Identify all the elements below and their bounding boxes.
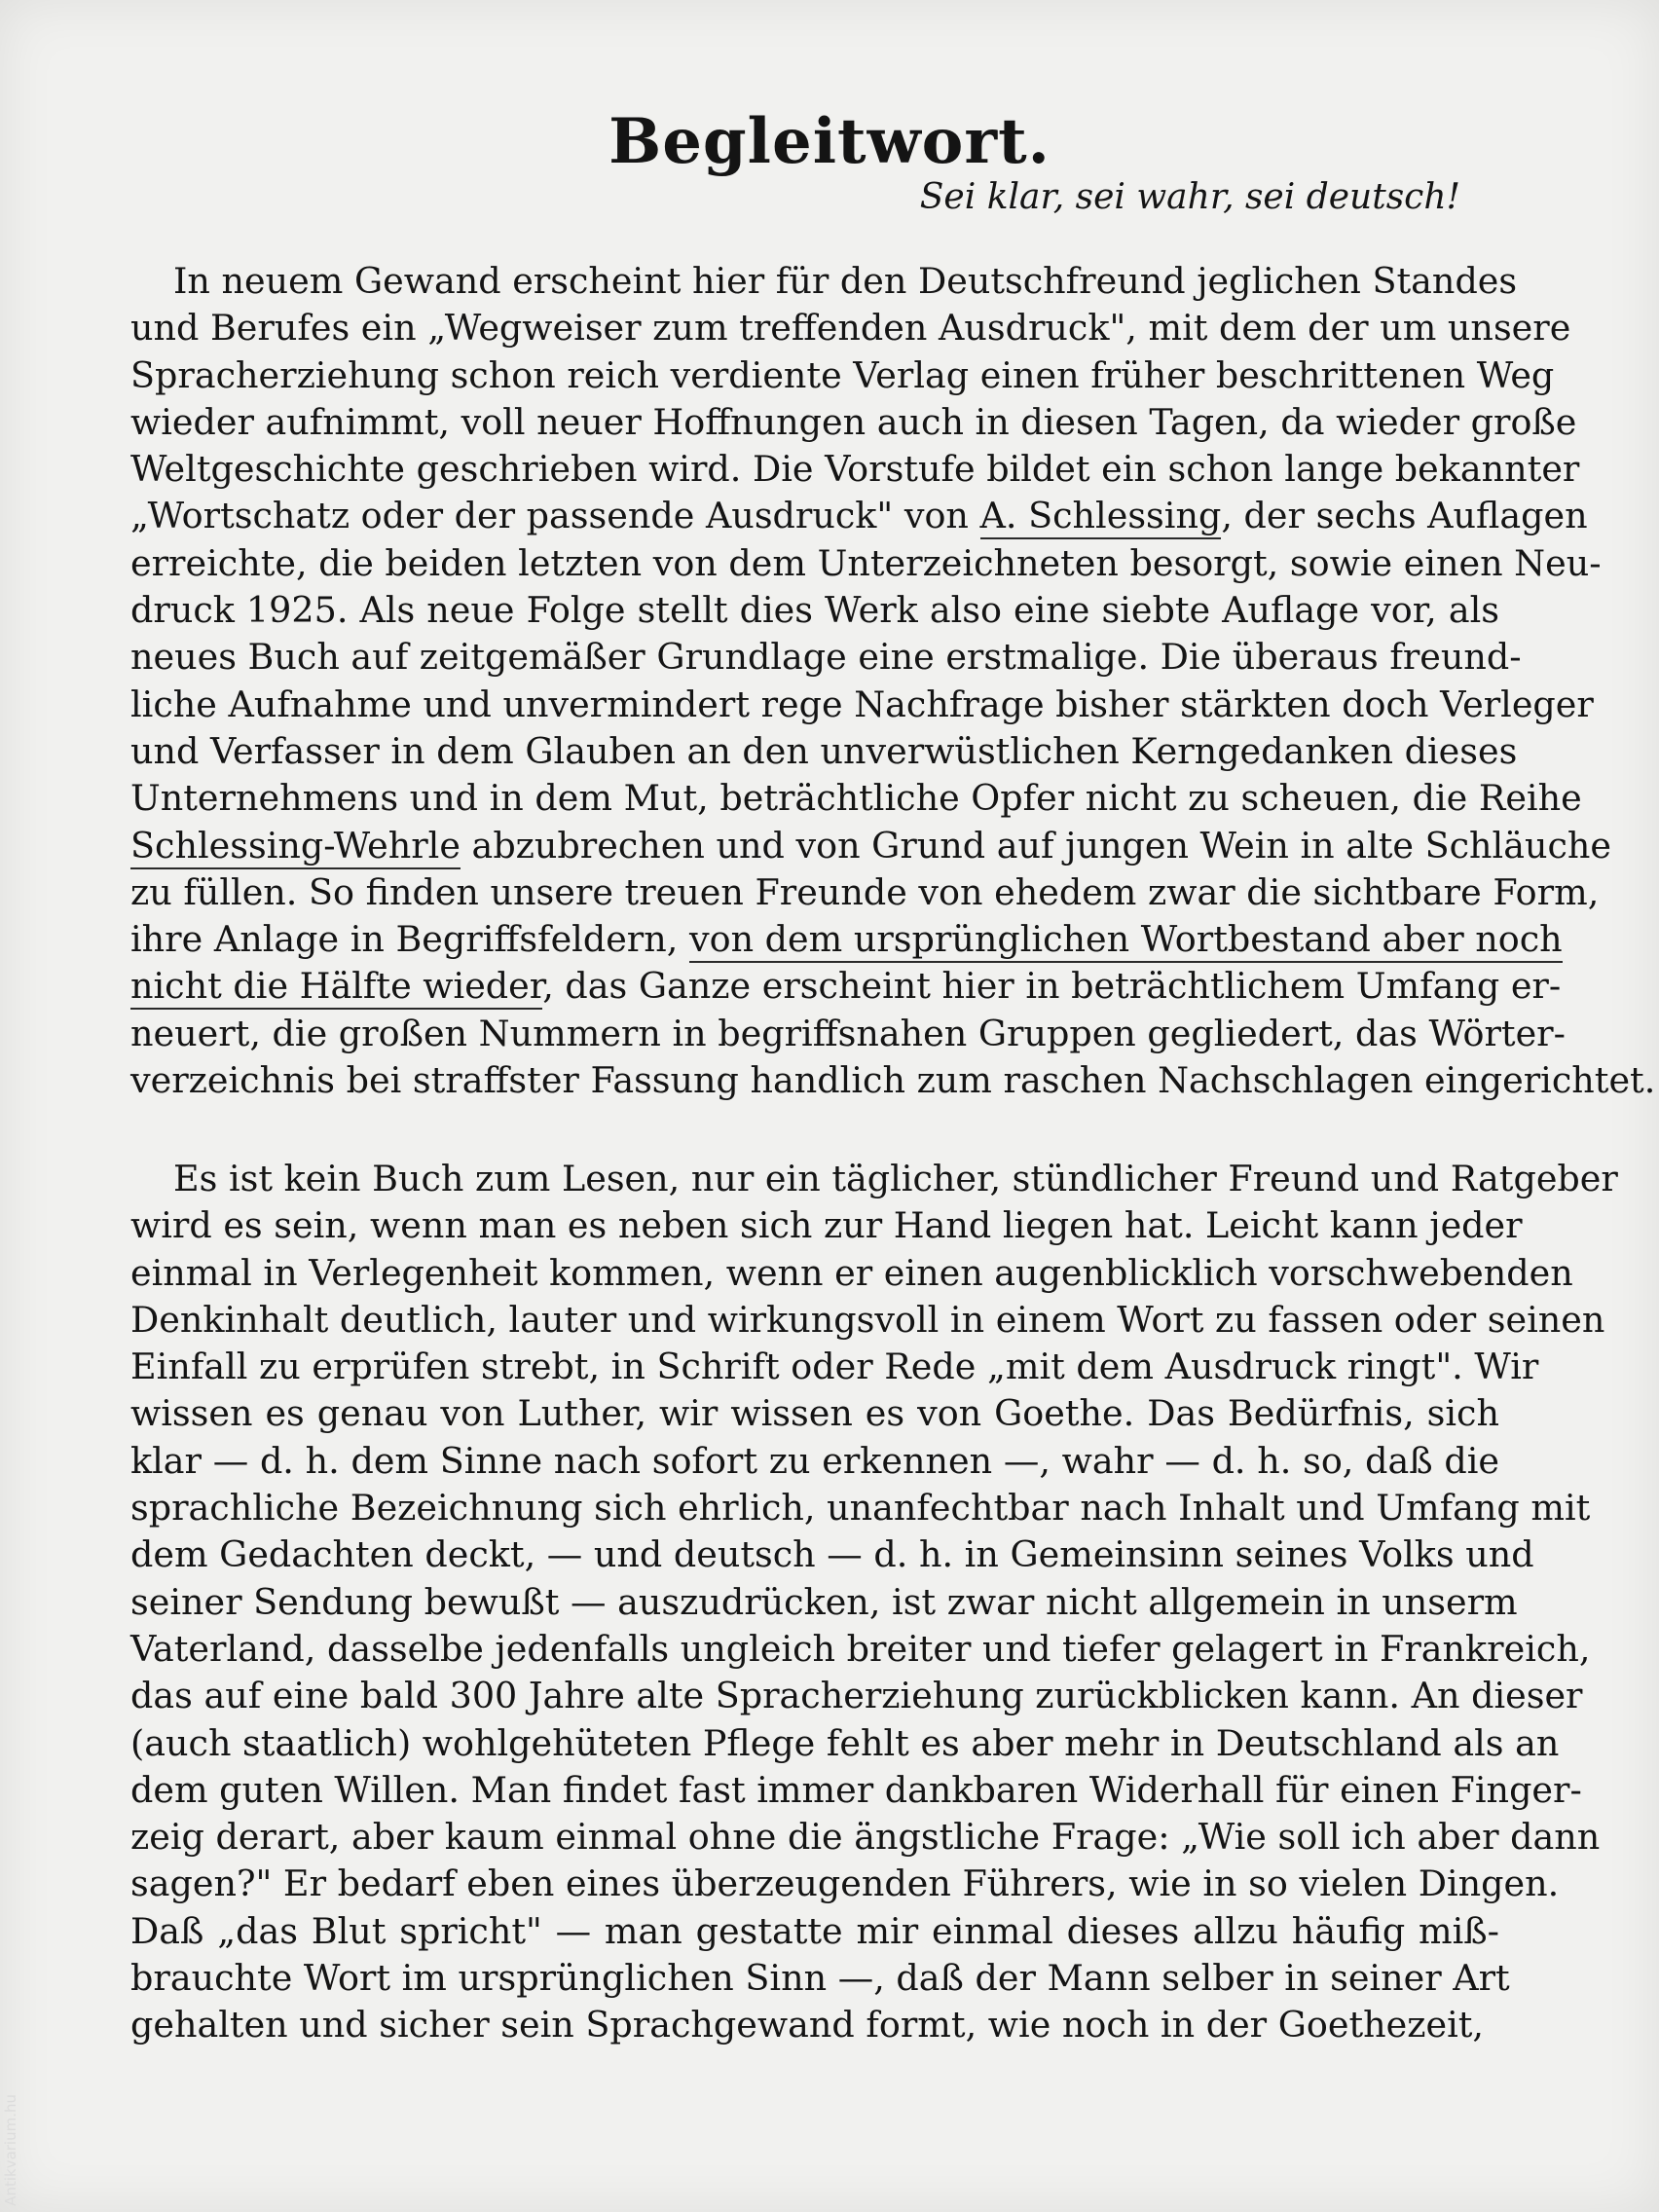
text-segment: , der sechs Auflagen	[1221, 495, 1588, 537]
text-line: das auf eine bald 300 Jahre alte Spracherziehung zurückblicken kann. An dieser	[130, 1675, 1583, 1717]
text-line: zeig derart, aber kaum einmal ohne die ängstliche Frage: „Wie soll ich aber dann	[130, 1816, 1601, 1859]
text-line	[130, 963, 1562, 1010]
text-segment: ihre Anlage in Begriffsfeldern,	[130, 918, 689, 961]
text-line	[130, 493, 1588, 539]
text-line	[130, 916, 1563, 963]
text-line: und Berufes ein „Wegweiser zum treffenden Ausdruck", mit dem der um unsere	[130, 307, 1571, 350]
text-line: liche Aufnahme und unvermindert rege Nachfrage bisher stärkten doch Verleger	[130, 682, 1594, 725]
paragraph-2	[130, 1156, 1618, 2049]
text-line: klar — d. h. dem Sinne nach sofort zu erkennen —, wahr — d. h. so, daß die	[130, 1439, 1499, 1482]
text-line: Weltgeschichte geschrieben wird. Die Vorstufe bildet ein schon lange bekannter	[130, 448, 1580, 491]
text-line: sagen?" Er bedarf eben eines überzeugenden Führers, wie in so vielen Dingen.	[130, 1862, 1560, 1905]
text-line: und Verfasser in dem Glauben an den unverwüstlichen Kerngedanken dieses	[130, 729, 1518, 772]
text-line: erreichte, die beiden letzten von dem Unterzeichneten besorgt, sowie einen Neu-	[130, 541, 1602, 584]
paragraph-1	[130, 258, 1656, 1104]
text-line: verzeichnis bei straffster Fassung handlich zum raschen Nachschlagen eingerichtet.	[130, 1059, 1656, 1102]
text-line: Unternehmens und in dem Mut, beträchtliche Opfer nicht zu scheuen, die Reihe	[130, 777, 1582, 820]
text-line: druck 1925. Als neue Folge stellt dies Werk also eine siebte Auflage vor, als	[130, 589, 1499, 632]
text-line: neuert, die großen Nummern in begriffsnahen Gruppen gegliedert, das Wörter-	[130, 1012, 1566, 1054]
text-line: wissen es genau von Luther, wir wissen es von Goethe. Das Bedürfnis, sich	[130, 1392, 1499, 1435]
text-line: Vaterland, dasselbe jedenfalls ungleich breiter und tiefer gelagert in Frankreich,	[130, 1627, 1591, 1670]
text-line: Denkinhalt deutlich, lauter und wirkungsvoll in einem Wort zu fassen oder seinen	[130, 1298, 1605, 1341]
watermark: Antikvarium.hu	[2, 2094, 19, 2206]
text-line: sprachliche Bezeichnung sich ehrlich, unanfechtbar nach Inhalt und Umfang mit	[130, 1487, 1591, 1530]
text-line: wieder aufnimmt, voll neuer Hoffnungen auch in diesen Tagen, da wieder große	[130, 400, 1577, 443]
text-line: wird es sein, wenn man es neben sich zur Hand liegen hat. Leicht kann jeder	[130, 1204, 1523, 1247]
text-line: Es ist kein Buch zum Lesen, nur ein täglicher, stündlicher Freund und Ratgeber	[173, 1158, 1618, 1199]
underlined-text: A. Schlessing	[980, 495, 1222, 539]
text-segment: abzubrechen und von Grund auf jungen Wein in alte Schläuche	[460, 824, 1612, 866]
underlined-text: von dem ursprünglichen Wortbestand aber noch	[689, 918, 1563, 963]
text-line: dem Gedachten deckt, — und deutsch — d. h. in Gemeinsinn seines Volks und	[130, 1533, 1534, 1576]
text-line: In neuem Gewand erscheint hier für den Deutschfreund jeglichen Standes	[173, 260, 1518, 302]
text-line: (auch staatlich) wohlgehüteten Pflege fehlt es aber mehr in Deutschland als an	[130, 1721, 1560, 1764]
text-line: Daß „das Blut spricht" — man gestatte mir einmal dieses allzu häufig miß-	[130, 1909, 1499, 1952]
page-title: Begleitwort.	[608, 105, 1051, 178]
text-line: dem guten Willen. Man findet fast immer dankbaren Widerhall für einen Finger-	[130, 1768, 1582, 1811]
text-line: seiner Sendung bewußt — auszudrücken, ist zwar nicht allgemein in unserm	[130, 1580, 1518, 1623]
text-line: Spracherziehung schon reich verdiente Verlag einen früher beschrittenen Weg	[130, 353, 1555, 396]
text-line	[130, 823, 1612, 869]
text-line: Einfall zu erprüfen strebt, in Schrift oder Rede „mit dem Ausdruck ringt". Wir	[130, 1346, 1539, 1388]
text-line: brauchte Wort im ursprünglichen Sinn —, daß der Mann selber in seiner Art	[130, 1957, 1510, 2000]
text-segment: „Wortschatz oder der passende Ausdruck" von	[130, 495, 980, 537]
text-line: neues Buch auf zeitgemäßer Grundlage eine erstmalige. Die überaus freund-	[130, 636, 1522, 679]
motto: Sei klar, sei wahr, sei deutsch!	[919, 177, 1460, 217]
text-line: einmal in Verlegenheit kommen, wenn er einen augenblicklich vorschwebenden	[130, 1251, 1573, 1294]
text-line: gehalten und sicher sein Sprachgewand formt, wie noch in der Goethezeit,	[130, 2004, 1485, 2046]
underlined-text: Schlessing-Wehrle	[130, 825, 461, 869]
text-segment: , das Ganze erscheint hier in beträchtlichem Umfang er-	[542, 965, 1562, 1008]
text-line: zu füllen. So finden unsere treuen Freunde von ehedem zwar die sichtbare Form,	[130, 870, 1600, 913]
underlined-text: nicht die Hälfte wieder	[130, 965, 542, 1010]
